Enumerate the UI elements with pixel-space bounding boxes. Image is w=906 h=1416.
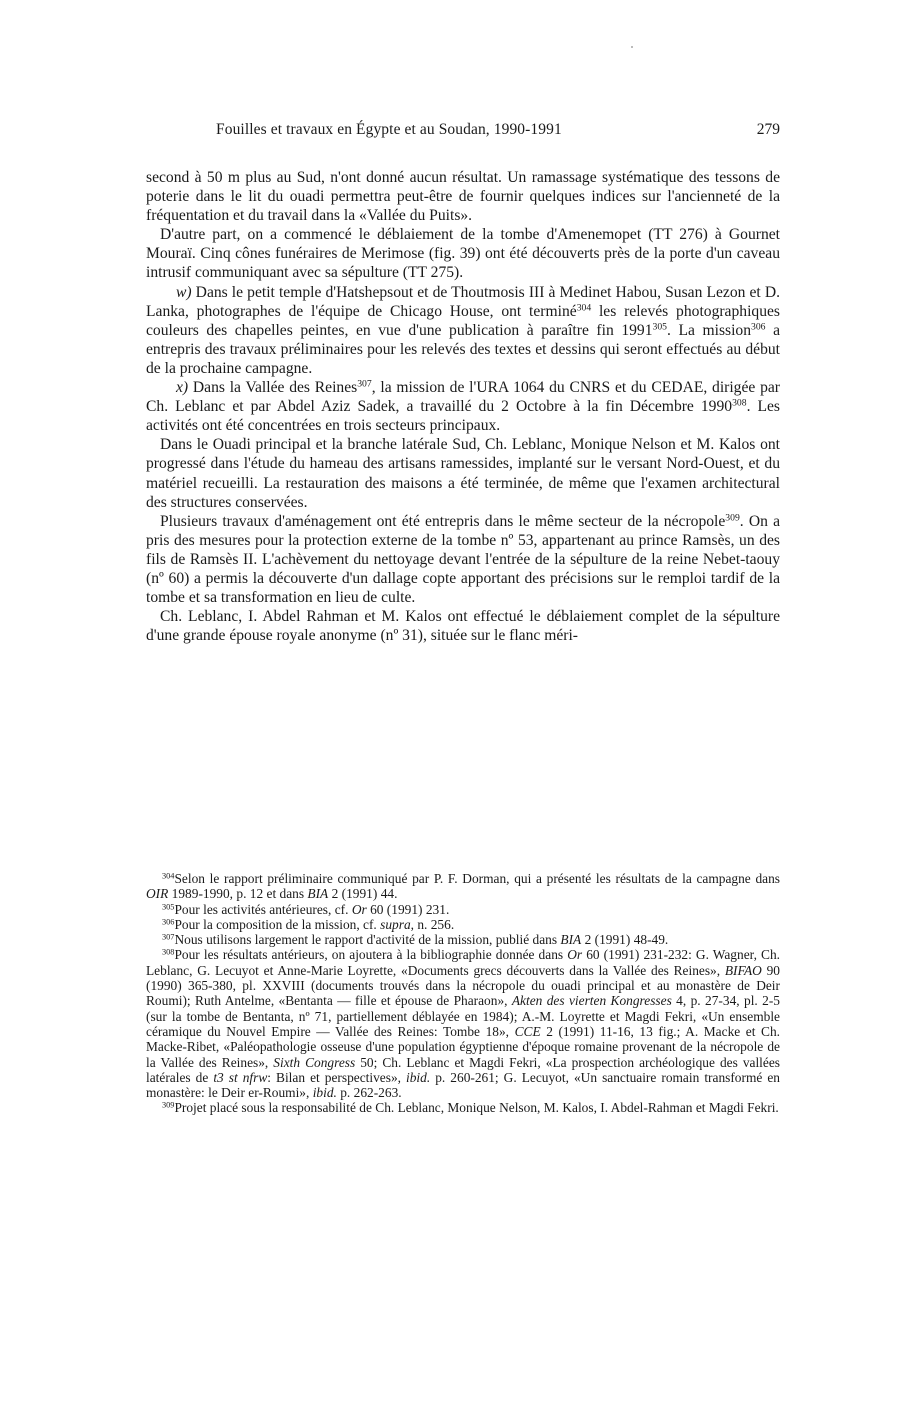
footnote-306: $^{306}$Pour la composition de la mission, cf. supra, n. 256.	[162, 916, 455, 932]
running-title: Fouilles et travaux en Égypte et au Soudan, 1990-1991	[216, 121, 562, 138]
footnote-ref: 304	[576, 302, 592, 314]
footnote-number: 306	[162, 917, 175, 927]
footnote-ref: 308	[732, 397, 747, 409]
running-header	[146, 121, 780, 143]
scan-speck	[631, 46, 633, 48]
footnote-308: $^{308}$Pour les résultats antérieurs, on ajoutera à la bibliographie donnée dans Or 60 (1991) 231-232: G. Wagner, Ch. Leblanc, G. Lecuyot et Anne-Marie Loyrette, «Documents grecs découverts dans la Vallée des Reines», BIFAO 90 (1990) 365-380, pl. XXVIII (documents trouvés dans la nécropole du ouadi principal et au monastère de Deir Roumi); Ruth Antelme, «Bentanta — fille et épouse de Pharaon», Akten des vierten Kongresses 4, p. 27-34, pl. 2-5 (sur la tombe de Bentanta, nº 71, partiellement déblayée en 1984); A.-M. Loyrette et Magdi Fekri, «Un ensemble céramique du Nouvel Empire — Vallée des Reines: Tombe 18», CCE 2 (1991) 11-16, 13 fig.; A. Macke et Ch. Macke-Ribet, «Paléopathologie osseuse d'une population égyptienne d'époque romaine provenant de la nécropole de la Vallée des Reines», Sixth Congress 50; Ch. Leblanc et Magdi Fekri, «La prospection archéologique des vallées latérales de t3 st nfrw: Bilan et perspectives», ibid. p. 260-261; G. Lecuyot, «Un sanctuaire romain transformé en monastère: le Deir er-Roumi», ibid. p. 262-263.	[146, 947, 781, 1101]
page-number: 279	[756, 121, 780, 138]
footnote-ref: 306	[751, 321, 766, 333]
footnote-number: 309	[162, 1100, 175, 1110]
item-letter: x)	[176, 379, 189, 397]
footnote-309: $^{309}$Projet placé sous la responsabilité de Ch. Leblanc, Monique Nelson, M. Kalos, I. Abdel-Rahman et Magdi Fekri.	[162, 1100, 779, 1116]
footnote-ref: 305	[652, 321, 667, 333]
paragraph-1: second à 50 m plus au Sud, n'ont donné aucun résultat. Un ramassage systématique des tessons de poterie dans le lit du ouadi permettra peut-être de fournir quelques indices sur l'ancienneté de la fréquentation et du travail dans la «Vallée du Puits».	[146, 169, 780, 225]
paragraph-7: Ch. Leblanc, I. Abdel Rahman et M. Kalos ont effectué le déblaiement complet de la sépulture d'une grande épouse royale anonyme (nº 31), située sur le flanc méri-	[146, 608, 780, 645]
footnote-number: 305	[162, 902, 175, 912]
footnote-ref: 309	[725, 512, 740, 524]
footnote-ref: 307	[357, 378, 372, 390]
paragraph-w: w) Dans le petit temple d'Hatshepsout et de Thoutmosis III à Medinet Habou, Susan Lezon et D. Lanka, photographes de l'équipe de Chicago House, ont terminé$^{304}$ les relevés photographiques couleurs des chapelles peintes, en vue d'une publication à paraître fin 1991$^{305}$. La mission$^{306}$ a entrepris des travaux préliminaires pour les relevés des textes et dessins qui seront effectués au début de la prochaine campagne.	[146, 283, 780, 377]
footnote-number: 304	[162, 871, 175, 881]
footnote-304: $^{304}$Selon le rapport préliminaire communiqué par P. F. Dorman, qui a présenté les résultats de la campagne dans OIR 1989-1990, p. 12 et dans BIA 2 (1991) 44.	[146, 871, 780, 902]
paragraph-2: D'autre part, on a commencé le déblaiement de la tombe d'Amenemopet (TT 276) à Gournet Mouraï. Cinq cônes funéraires de Merimose (fig. 39) ont été découverts près de la porte d'un caveau intrusif communiquant avec sa sépulture (TT 275).	[146, 226, 780, 282]
footnote-number: 308	[162, 947, 175, 957]
footnote-number: 307	[162, 932, 175, 942]
footnote-305: $^{305}$Pour les activités antérieures, cf. Or 60 (1991) 231.	[162, 901, 450, 917]
paragraph-x: x) Dans la Vallée des Reines$^{307}$, la mission de l'URA 1064 du CNRS et du CEDAE, dirigée par Ch. Leblanc et par Abdel Aziz Sadek, a travaillé du 2 Octobre à la fin Décembre 1990$^{308}$. Les activités ont été concentrées en trois secteurs principaux.	[146, 378, 781, 435]
main-text	[146, 168, 780, 645]
footnotes	[146, 871, 780, 1116]
item-letter: w)	[176, 283, 192, 301]
paragraph-5: Dans le Ouadi principal et la branche latérale Sud, Ch. Leblanc, Monique Nelson et M. Kalos ont progressé dans l'étude du hameau des artisans ramessides, implanté sur le versant Nord-Ouest, et du matériel recueilli. La restauration des maisons a été terminée, de même que l'examen architectural des structures conservées.	[146, 436, 780, 511]
footnote-307: $^{307}$Nous utilisons largement le rapport d'activité de la mission, publié dans BIA 2 (1991) 48-49.	[162, 932, 669, 948]
paragraph-6: Plusieurs travaux d'aménagement ont été entrepris dans le même secteur de la nécropole$^{309}$. On a pris des mesures pour la protection externe de la tombe nº 53, appartenant au prince Ramsès, un des fils de Ramsès II. L'achèvement du nettoyage devant l'entrée de la sépulture de la reine Nebet-taouy (nº 60) a permis la découverte d'un dallage copte apportant des précisions sur le remploi tardif de la tombe et sa transformation en lieu de culte.	[146, 512, 780, 607]
